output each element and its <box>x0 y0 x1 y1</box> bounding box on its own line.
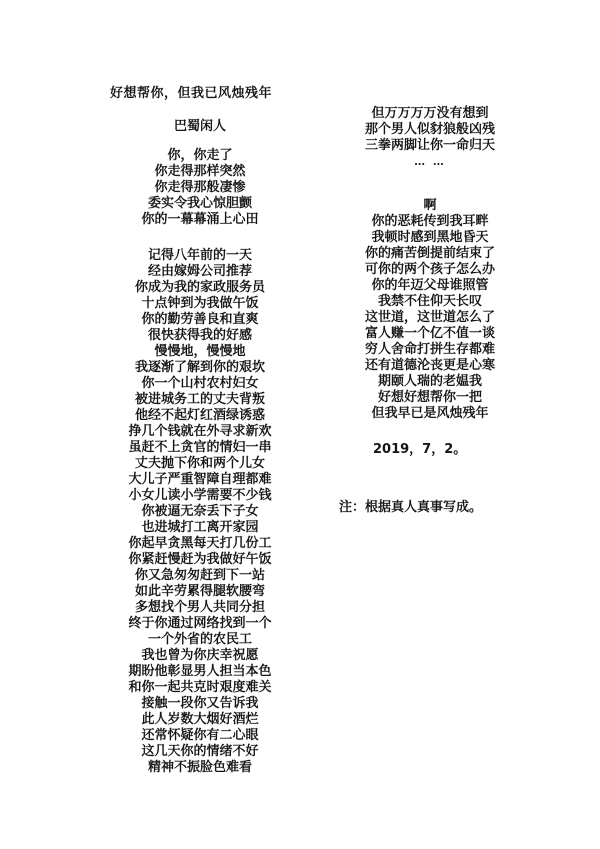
poem-line: 虽赶不上贪官的情妇一串 <box>128 440 272 455</box>
poem-line: 穷人舍命打拼生存都难 <box>364 342 495 357</box>
poem-title: 好想帮你，但我已风烛残年 <box>110 86 273 101</box>
poem-line: 终于你通过网络找到一个 <box>128 616 272 631</box>
poem-line: 接触一段你又告诉我 <box>141 696 259 711</box>
poem-line: 这几天你的情绪不好 <box>141 744 259 759</box>
poem-line: 慢慢地，慢慢地 <box>154 344 246 359</box>
poem-line: 丈夫抛下你和两个儿女 <box>134 456 265 471</box>
poem-line: 期盼他彰显男人担当本色 <box>128 664 272 679</box>
poem-author: 巴蜀闲人 <box>173 119 226 134</box>
poem-line: 大儿子严重智障自理都难 <box>128 472 272 487</box>
right-column-stanza-1 <box>320 106 540 170</box>
poem-line: 你一个山村农村妇女 <box>141 376 259 391</box>
poem-footnote: 注：根据真人真事写成。 <box>339 500 483 515</box>
left-column-stanza-1 <box>40 148 360 228</box>
poem-line: 可你的两个孩子怎么办 <box>364 262 495 277</box>
poem-line: 期颐人瑞的老媪我 <box>377 374 482 389</box>
poem-line: 我顿时感到黑地昏天 <box>371 230 489 245</box>
poem-line: 好想好想帮你一把 <box>377 390 482 405</box>
poem-line: 你的痛苦倒提前结束了 <box>364 246 495 261</box>
poem-line: 你紧赶慢赶为我做好午饭 <box>128 552 272 567</box>
poem-line: 你，你走了 <box>167 148 233 163</box>
poem-line: 我禁不住仰天长叹 <box>377 294 482 309</box>
poem-line: 那个男人似豺狼般凶残 <box>364 122 495 137</box>
poem-date: 2019，7，2。 <box>373 442 467 457</box>
poem-line: 被进城务工的丈夫背叛 <box>134 392 265 407</box>
poem-line: 经由嫁姆公司推荐 <box>147 264 252 279</box>
left-column-stanza-2 <box>40 248 360 776</box>
poem-line: 你走得那般凄惨 <box>154 180 246 195</box>
poem-line: 你的一幕幕涌上心田 <box>141 212 259 227</box>
poem-line: 我逐渐了解到你的艰坎 <box>134 360 265 375</box>
poem-line: 你的年迈父母谁照管 <box>371 278 489 293</box>
poem-line: 还有道德沦丧更是心寒 <box>364 358 495 373</box>
poem-line: 多想找个男人共同分担 <box>134 600 265 615</box>
poem-line: 这世道，这世道怎么了 <box>364 310 495 325</box>
poem-line: 还常怀疑你有二心眼 <box>141 728 259 743</box>
poem-line: 你走得那样突然 <box>154 164 246 179</box>
poem-line: 你又急匆匆赶到下一站 <box>134 568 265 583</box>
right-column-stanza-2 <box>320 198 540 422</box>
poem-line: 精神不振脸色难看 <box>147 760 252 775</box>
poem-line: 挣几个钱就在外寻求新欢 <box>128 424 272 439</box>
poem-line: … … <box>414 155 446 168</box>
poem-line: 你起早贪黑每天打几份工 <box>128 536 272 551</box>
poem-line: 我也曾为你庆幸祝愿 <box>141 648 259 663</box>
poem-line: 他经不起灯红酒绿诱惑 <box>134 408 265 423</box>
poem-line: 三拳两脚让你一命归天 <box>364 138 495 153</box>
poem-line: 委实令我心惊胆颤 <box>147 196 252 211</box>
poem-line: 记得八年前的一天 <box>147 248 252 263</box>
poem-line: 啊 <box>423 198 437 213</box>
poem-line: 一个外省的农民工 <box>147 632 252 647</box>
poem-line: 你的恶耗传到我耳畔 <box>371 214 489 229</box>
poem-line: 富人赚一个亿不值一谈 <box>364 326 495 341</box>
poem-line: 你成为我的家政服务员 <box>134 280 265 295</box>
poem-line: 十点钟到为我做午饭 <box>141 296 259 311</box>
poem-line: 也进城打工离开家园 <box>141 520 259 535</box>
poem-line: 小女儿读小学需要不少钱 <box>128 488 272 503</box>
poem-line: 很快获得我的好感 <box>147 328 252 343</box>
poem-line: 如此辛劳累得腿软腰弯 <box>134 584 265 599</box>
poem-line: 但万万万万没有想到 <box>371 106 489 121</box>
poem-line: 但我早已是风烛残年 <box>371 406 489 421</box>
poem-line: 你被逼无奈丢下子女 <box>141 504 259 519</box>
poem-line: 此人岁数大烟好酒烂 <box>141 712 259 727</box>
poem-line: 你的勤劳善良和直爽 <box>141 312 259 327</box>
poem-line: 和你一起共克时艰度难关 <box>128 680 272 695</box>
